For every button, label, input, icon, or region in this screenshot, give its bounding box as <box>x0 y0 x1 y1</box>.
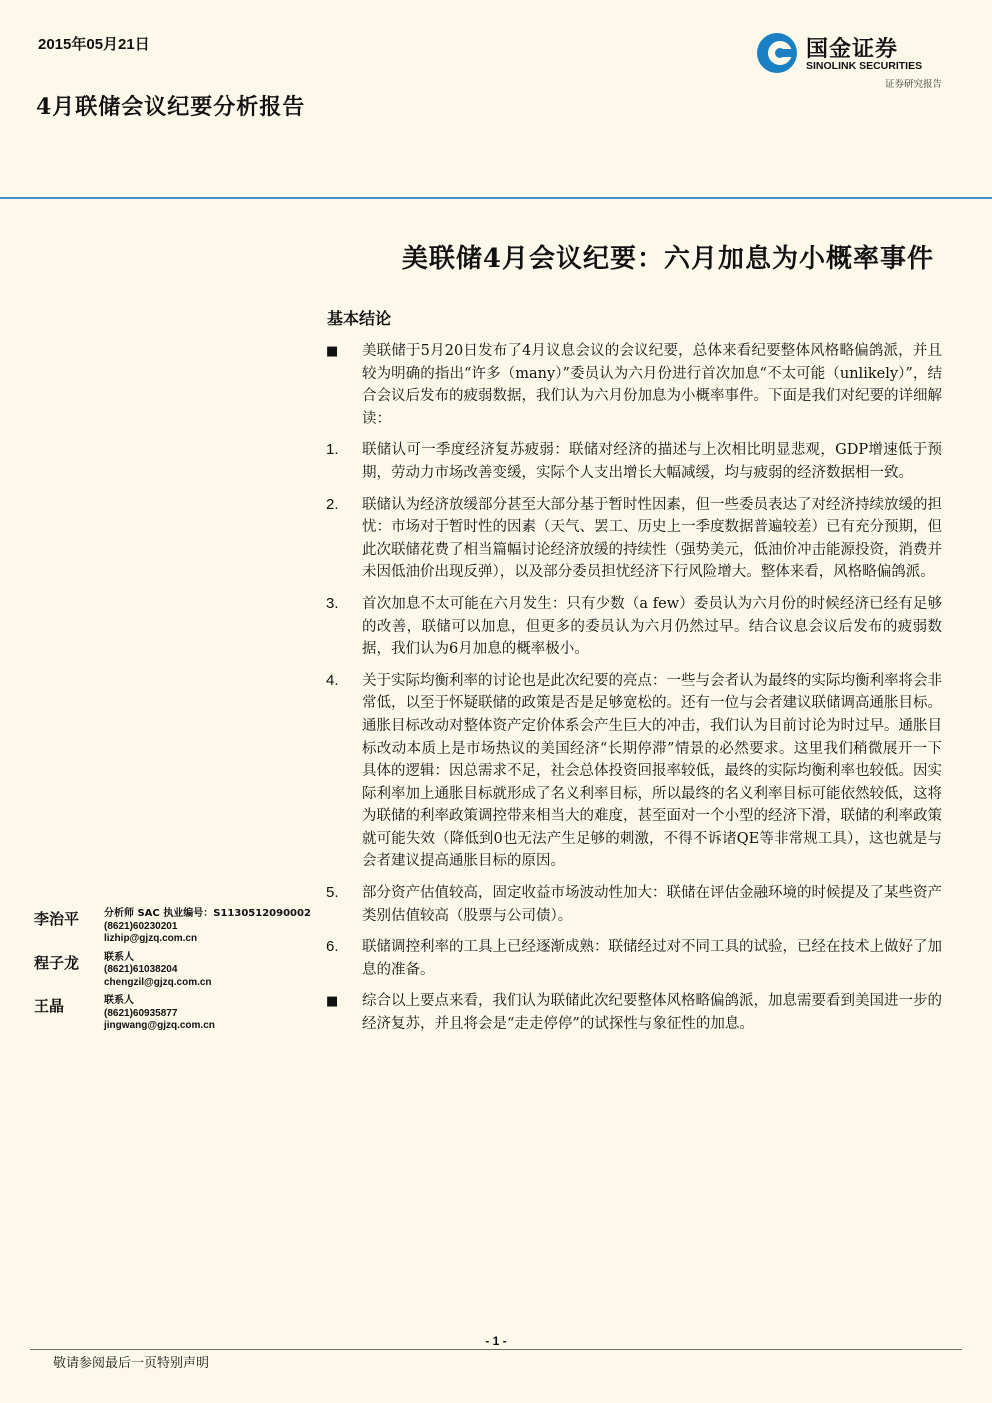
sinolink-logo-icon <box>756 32 798 74</box>
analyst-role: 分析师 SAC 执业编号：S1130512090002 <box>104 908 311 919</box>
list-item-text: 联储认为经济放缓部分甚至大部分基于暂时性因素，但一些委员表达了对经济持续放缓的担忧：市场对于暂时性的因素（天气、罢工、历史上一季度数据普遍较差）已有充分预期，但此次联储花费了相当篇幅讨论经济放缓的持续性（强势美元，低油价冲击能源投资，消费并未因低油价出现反弹），以及部分委员担忧经济下行风险增大。整体来看，风格略偏鸽派。 <box>362 496 942 581</box>
analyst-role: 联系人 <box>104 951 134 963</box>
page-number: - 1 - <box>485 1334 507 1348</box>
list-item-text: 首次加息不太可能在六月发生：只有少数（a few）委员认为六月份的时候经济已经有足够的改善，联储可以加息，但更多的委员认为六月仍然过早。结合议息会议后发布的疲弱数据，我们认为6月加息的概率极小。 <box>362 595 942 658</box>
analyst-name: 李治平 <box>34 910 80 928</box>
list-item-number: 1. <box>326 441 339 459</box>
footer-divider <box>30 1349 962 1350</box>
list-item-text: 联储认可一季度经济复苏疲弱：联储对经济的描述与上次相比明显悲观，GDP增速低于预期，劳动力市场改善变缓，实际个人支出增长大幅减缓，均与疲弱的经济数据相一致。 <box>362 442 942 481</box>
list-item-text: 关于实际均衡利率的讨论也是此次纪要的亮点：一些与会者认为最终的实际均衡利率将会非常低，以至于怀疑联储的政策是否是足够宽松的。还有一位与会者建议联储调高通胀目标。通胀目标改动对整体资产定价体系会产生巨大的冲击，我们认为目前讨论为时过早。通胀目标改动本质上是市场热议的美国经济“长期停滞”情景的必然要求。这里我们稍微展开一下具体的逻辑：因总需求不足，社会总体投资回报率较低，最终的实际均衡利率也较低。因实际利率加上通胀目标就形成了名义利率目标，所以最终的名义利率目标可能依然较低，这将为联储的利率政策调控带来相当大的难度，甚至面对一个小型的经济下滑，联储的利率政策就可能失效（降低到0也无法产生足够的刺激，不得不诉诸QE等非常规工具），这也就是与会者建议提高通胀目标的原因。 <box>362 672 942 870</box>
analyst-email[interactable]: lizhip@gjzq.com.cn <box>104 933 198 944</box>
list-item-number: 4. <box>326 671 339 689</box>
analyst-entry <box>34 995 324 1033</box>
analyst-list <box>34 908 324 1039</box>
bullet-square-icon: ■ <box>326 344 339 359</box>
section-heading: 基本结论 <box>327 309 392 328</box>
analyst-phone: (8621)61038204 <box>104 964 178 975</box>
footer-disclaimer: 敬请参阅最后一页特别声明 <box>53 1356 210 1371</box>
list-item <box>326 593 942 661</box>
report-type-heading: 4月联储会议纪要分析报告 <box>36 94 306 120</box>
list-item-text: 部分资产估值较高，固定收益市场波动性加大：联储在评估金融环境的时候提及了某些资产类别估值较高（股票与公司债）。 <box>362 885 942 924</box>
logo-name-en: SINOLINK SECURITIES <box>806 60 923 72</box>
list-item <box>326 882 942 927</box>
report-date: 2015年05月21日 <box>38 36 150 53</box>
list-item <box>326 494 942 584</box>
list-item <box>326 936 942 981</box>
list-item-number: 2. <box>326 495 339 513</box>
list-item <box>326 439 942 484</box>
analyst-phone: (8621)60935877 <box>104 1007 178 1019</box>
bullet-square-icon: ■ <box>326 994 339 1010</box>
analyst-name: 程子龙 <box>34 953 80 972</box>
list-item-text: 联储调控利率的工具上已经逐渐成熟：联储经过对不同工具的试验，已经在技术上做好了加息的准备。 <box>362 939 942 978</box>
list-item-number: 6. <box>326 938 339 956</box>
list-item-number: 3. <box>326 594 339 612</box>
analyst-phone: (8621)60230201 <box>104 920 178 932</box>
company-logo <box>756 30 946 90</box>
list-item <box>326 670 942 873</box>
analyst-email[interactable]: chengzil@gjzq.com.cn <box>104 976 212 988</box>
list-item <box>326 340 942 430</box>
analyst-email[interactable]: jingwang@gjzq.com.cn <box>104 1020 215 1031</box>
list-item-text: 美联储于5月20日发布了4月议息会议的会议纪要，总体来看纪要整体风格略偏鸽派，并且较为明确的指出“许多（many）”委员认为六月份进行首次加息“不太可能（unlikely）”，结合会议后发布的疲弱数据，我们认为六月份加息为小概率事件。下面是我们对纪要的详细解读： <box>362 343 942 427</box>
logo-tagline: 证券研究报告 <box>884 79 942 90</box>
list-item-text: 综合以上要点来看，我们认为联储此次纪要整体风格略偏鸽派，加息需要看到美国进一步的经济复苏，并且将会是“走走停停”的试探性与象征性的加息。 <box>362 993 942 1033</box>
analyst-entry <box>34 952 324 990</box>
report-title: 美联储4月会议纪要：六月加息为小概率事件 <box>401 244 934 274</box>
analyst-entry <box>34 908 324 946</box>
analyst-name: 王晶 <box>34 997 65 1015</box>
list-item-number: 5. <box>326 884 339 902</box>
header-divider <box>0 197 992 199</box>
analyst-role: 联系人 <box>104 995 134 1006</box>
conclusion-list <box>326 340 942 1045</box>
logo-name-cn: 国金证券 <box>806 37 899 62</box>
list-item <box>326 990 942 1035</box>
